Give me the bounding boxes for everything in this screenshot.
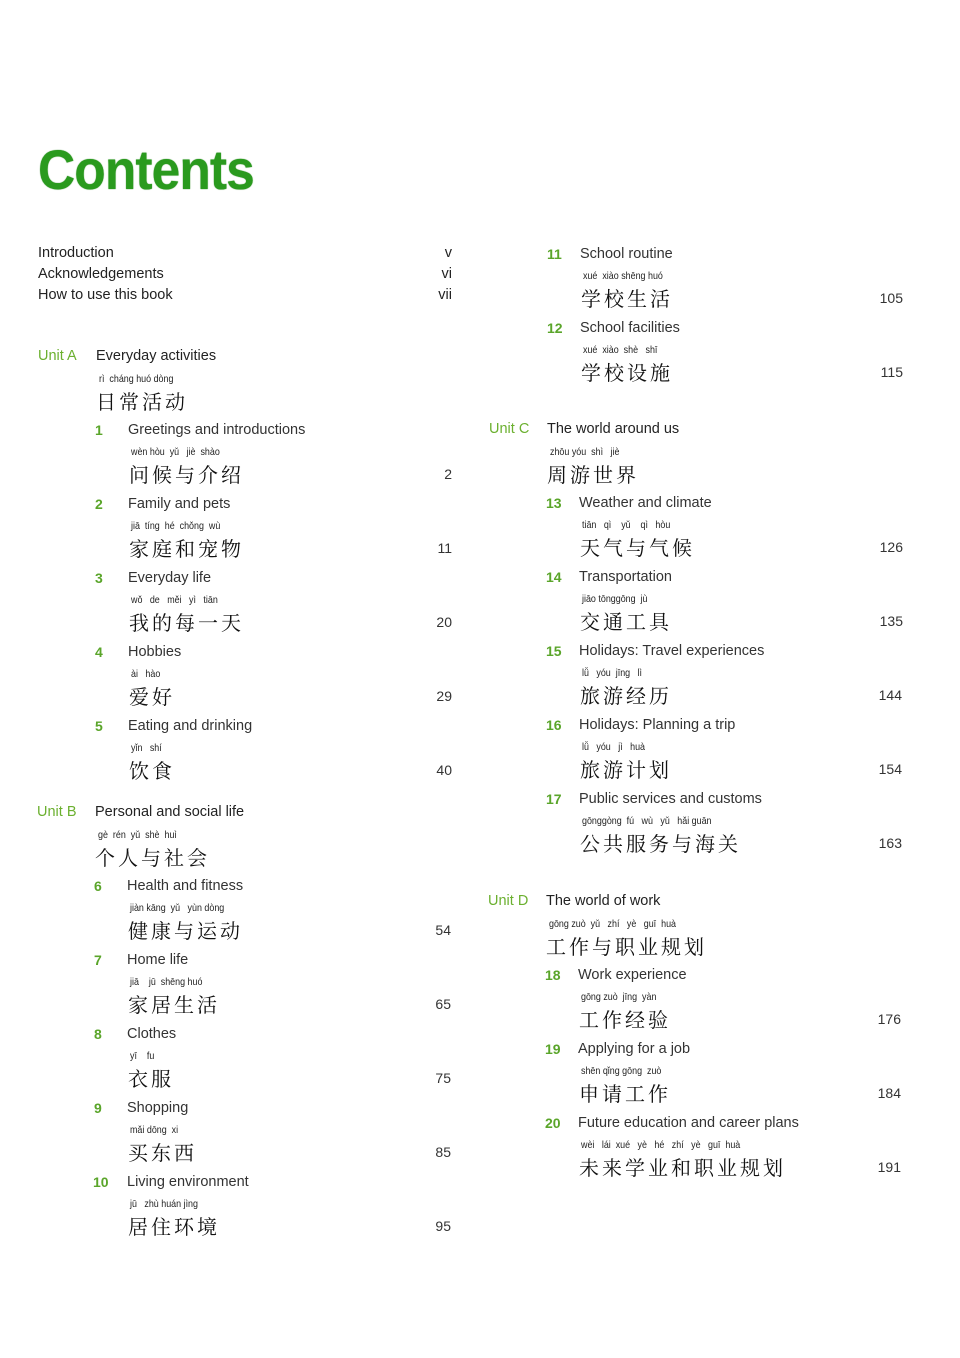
lesson-title[interactable]: Future education and career plans (578, 1115, 799, 1131)
lesson-title[interactable]: Home life (127, 952, 189, 968)
lesson-number: 15 (546, 643, 562, 659)
lesson-page-number: 85 (435, 1144, 451, 1160)
unit-title[interactable]: The world around us (547, 421, 680, 437)
lesson-hanzi: 买东西 (128, 1141, 197, 1165)
lesson-hanzi: 学校生活 (581, 287, 673, 311)
lesson-page-number: 126 (879, 539, 903, 555)
lesson-page-number: 65 (435, 996, 451, 1012)
front-matter (38, 243, 452, 306)
lesson-hanzi: 我的每一天 (129, 611, 244, 635)
unit-label: Unit A (38, 348, 77, 364)
lesson-page-number: 40 (436, 762, 452, 778)
lesson-number: 19 (545, 1041, 561, 1057)
lesson-hanzi: 交通工具 (580, 610, 672, 634)
lesson-hanzi: 旅游经历 (580, 684, 672, 708)
lesson-title[interactable]: Applying for a job (578, 1041, 691, 1057)
unit-pinyin: rì cháng huó dòng (99, 373, 174, 385)
unit-pinyin: gè rén yǔ shè huì (98, 829, 177, 841)
lesson-number: 10 (93, 1174, 109, 1190)
lesson-title[interactable]: Eating and drinking (128, 718, 253, 734)
lesson-hanzi: 公共服务与海关 (580, 832, 741, 856)
lesson-title[interactable]: Living environment (127, 1174, 249, 1190)
lesson-hanzi: 饮食 (129, 759, 175, 783)
lesson-title[interactable]: Holidays: Planning a trip (579, 717, 736, 733)
lesson-hanzi: 旅游计划 (580, 758, 672, 782)
lesson-hanzi: 爱好 (129, 685, 175, 709)
lesson-hanzi: 问候与介绍 (129, 463, 244, 487)
unit-pinyin: zhōu yóu shì jiè (550, 446, 620, 458)
lesson-pinyin: gōng zuò jīng yàn (581, 991, 657, 1003)
lesson-pinyin: lǚ yóu jì huà (582, 741, 646, 753)
lesson-number: 3 (95, 570, 103, 586)
lesson-title[interactable]: Public services and customs (579, 791, 762, 807)
lesson-title[interactable]: Family and pets (128, 496, 231, 512)
lesson-page-number: 154 (878, 761, 902, 777)
front-matter-item[interactable] (38, 285, 452, 306)
lesson-page-number: 135 (879, 613, 903, 629)
lesson-page-number: 20 (436, 614, 452, 630)
lesson-page-number: 75 (435, 1070, 451, 1086)
front-matter-label: Introduction (38, 245, 114, 261)
unit-hanzi: 日常活动 (96, 390, 188, 414)
lesson-number: 20 (545, 1115, 561, 1131)
lesson-number: 17 (546, 791, 562, 807)
unit-label: Unit C (489, 421, 530, 437)
lesson-hanzi: 工作经验 (579, 1008, 671, 1032)
lesson-pinyin: xué xiào shè shī (583, 344, 658, 356)
lesson-number: 16 (546, 717, 562, 733)
lesson-pinyin: jū zhù huán jìng (130, 1198, 198, 1210)
front-matter-page: v (444, 245, 452, 261)
lesson-page-number: 176 (877, 1011, 901, 1027)
front-matter-page: vii (438, 287, 452, 303)
lesson-hanzi: 居住环境 (128, 1215, 220, 1239)
lesson-hanzi: 家居生活 (128, 993, 220, 1017)
lesson-number: 12 (547, 320, 563, 336)
lesson-hanzi: 申请工作 (579, 1082, 671, 1106)
lesson-pinyin: ài hào (131, 668, 161, 680)
lesson-hanzi: 未来学业和职业规划 (579, 1156, 786, 1180)
unit-hanzi: 工作与职业规划 (546, 935, 707, 959)
lesson-number: 8 (94, 1026, 102, 1042)
unit-hanzi: 周游世界 (547, 463, 639, 487)
lesson-title[interactable]: Health and fitness (127, 878, 244, 894)
lesson-number: 4 (95, 644, 103, 660)
lesson-pinyin: tiān qì yǔ qì hòu (582, 519, 671, 531)
lesson-hanzi: 天气与气候 (580, 536, 695, 560)
lesson-title[interactable]: Clothes (127, 1026, 177, 1042)
lesson-page-number: 29 (436, 688, 452, 704)
lesson-pinyin: yǐn shí (131, 742, 162, 754)
unit-title[interactable]: Personal and social life (95, 804, 245, 820)
lesson-number: 14 (546, 569, 562, 585)
lesson-hanzi: 学校设施 (581, 361, 673, 385)
lesson-hanzi: 衣服 (128, 1067, 174, 1091)
lesson-page-number: 184 (877, 1085, 901, 1101)
unit-title[interactable]: The world of work (546, 893, 661, 909)
lesson-hanzi: 健康与运动 (128, 919, 243, 943)
front-matter-page: vi (441, 266, 452, 282)
lesson-pinyin: wèn hòu yǔ jiè shào (131, 446, 220, 458)
page-title: Contents (38, 138, 254, 201)
lesson-pinyin: jiā tíng hé chǒng wù (131, 520, 221, 532)
lesson-title[interactable]: Work experience (578, 967, 687, 983)
lesson-number: 2 (95, 496, 103, 512)
unit-hanzi: 个人与社会 (95, 846, 210, 870)
front-matter-label: Acknowledgements (38, 266, 164, 282)
lesson-title[interactable]: Transportation (579, 569, 672, 585)
front-matter-item[interactable] (38, 264, 452, 285)
lesson-title[interactable]: Everyday life (128, 570, 212, 586)
lesson-title[interactable]: Shopping (127, 1100, 189, 1116)
lesson-number: 6 (94, 878, 102, 894)
lesson-title[interactable]: Holidays: Travel experiences (579, 643, 765, 659)
lesson-page-number: 11 (437, 540, 452, 556)
lesson-page-number: 54 (435, 922, 451, 938)
lesson-number: 9 (94, 1100, 102, 1116)
front-matter-label: How to use this book (38, 287, 173, 303)
lesson-hanzi: 家庭和宠物 (129, 537, 244, 561)
lesson-pinyin: jiàn kāng yǔ yùn dòng (130, 902, 225, 914)
unit-pinyin: gōng zuò yǔ zhí yè guī huà (549, 918, 677, 930)
lesson-page-number: 2 (444, 466, 452, 482)
lesson-number: 7 (94, 952, 102, 968)
lesson-number: 13 (546, 495, 562, 511)
unit-label: Unit D (488, 893, 529, 909)
lesson-title[interactable]: Weather and climate (579, 495, 712, 511)
lesson-number: 18 (545, 967, 561, 983)
unit-label: Unit B (37, 804, 77, 820)
lesson-pinyin: yī fu (130, 1050, 155, 1062)
lesson-page-number: 115 (880, 364, 903, 380)
lesson-number: 11 (547, 246, 562, 262)
unit-title[interactable]: Everyday activities (96, 348, 217, 364)
front-matter-item[interactable] (38, 243, 452, 264)
lesson-pinyin: jiā jū shēng huó (130, 976, 203, 988)
lesson-pinyin: gōnggòng fú wù yǔ hǎi guān (582, 815, 712, 827)
lesson-title[interactable]: Hobbies (128, 644, 182, 660)
lesson-page-number: 105 (879, 290, 903, 306)
lesson-page-number: 144 (878, 687, 902, 703)
lesson-pinyin: wèi lái xué yè hé zhí yè guī huà (581, 1139, 741, 1151)
lesson-pinyin: mǎi dōng xi (130, 1124, 179, 1136)
lesson-title[interactable]: School routine (580, 246, 673, 262)
lesson-pinyin: lǚ yóu jīng lì (582, 667, 643, 679)
lesson-number: 5 (95, 718, 103, 734)
lesson-number: 1 (95, 422, 103, 438)
lesson-page-number: 191 (877, 1159, 901, 1175)
lesson-page-number: 163 (878, 835, 902, 851)
lesson-page-number: 95 (435, 1218, 451, 1234)
lesson-pinyin: shēn qǐng gōng zuò (581, 1065, 662, 1077)
lesson-pinyin: xué xiào shēng huó (583, 270, 663, 282)
lesson-title[interactable]: Greetings and introductions (128, 422, 306, 438)
lesson-title[interactable]: School facilities (580, 320, 680, 336)
lesson-pinyin: wǒ de měi yì tiān (131, 594, 218, 606)
lesson-pinyin: jiāo tōnggōng jù (582, 593, 648, 605)
